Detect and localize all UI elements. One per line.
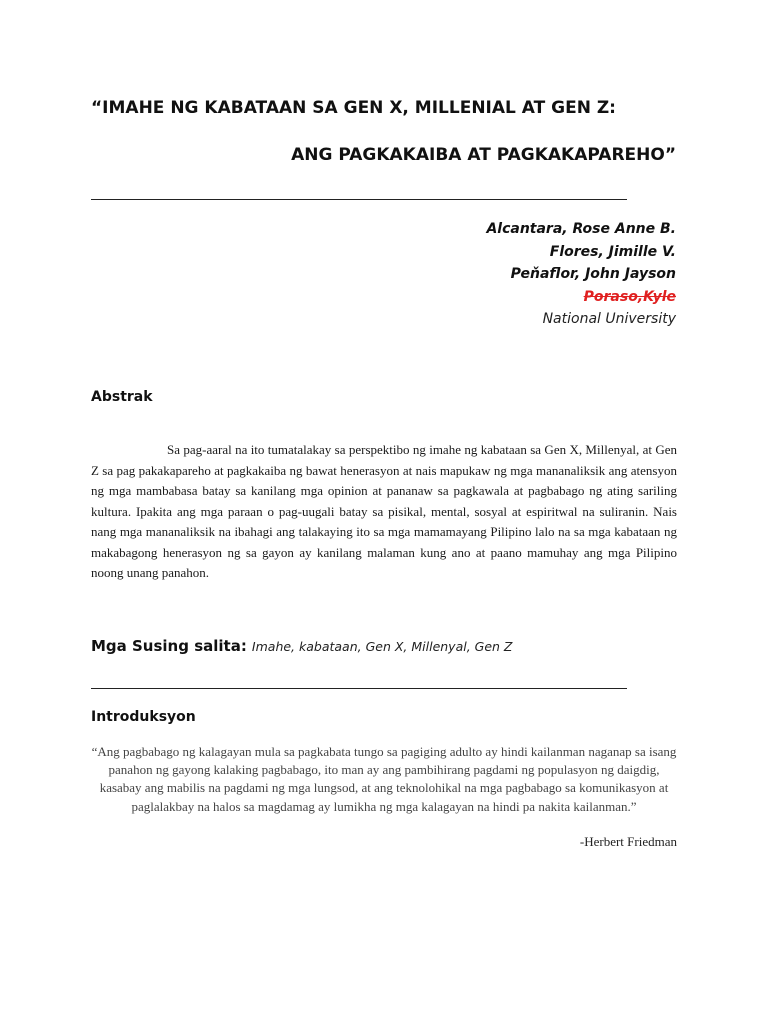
keywords-list: Imahe, kabataan, Gen X, Millenyal, Gen Z <box>251 639 513 654</box>
introduction-heading: Introduksyon <box>91 709 196 725</box>
abstract-text: Sa pag-aaral na ito tumatalakay sa perspektibo ng imahe ng kabataan sa Gen X, Millenyal, at Gen Z sa pag pakakapareho at pagkakaiba ng bawat henerasyon at nais mapukaw ng mga mananaliksik ang atensyon ng mga mambabasa batay sa kanilang mga opinion at pananaw sa pagkawala at pagbabago ng ating sariling kultura. Ipakita ang mga paraan o pag-uugali batay sa pisikal, mental, sosyal at espiritwal na suliranin. Nais nang mga mananaliksik na ibahagi ang talakaying ito sa mga mamamayang Pilipino lalo na sa mga kabataan ng makabagong henerasyon ng sa gayon ay kanilang malaman kung ano at paano mamuhay ang mga Pilipino noong unang panahon. <box>91 442 677 580</box>
epigraph-quote: “Ang pagbabago ng kalagayan mula sa pagkabata tungo sa pagiging adulto ay hindi kailanman naganap sa isang panahon ng gayong kalaking pagbabago, ito man ay ang pambihirang pagdami ng populasyon ng daigdig, kasabay ang mabilis na pagdami ng mga lungsod, at ang teknolohikal na mga pagbabago sa komunikasyon at paglalakbay na halos sa magdamag ay lumikha ng mga kalagayan na hindi pa nakita kailanman.” <box>91 744 677 814</box>
paper-title-line-2: ANG PAGKAKAIBA AT PAGKAKAPAREHO” <box>291 145 676 165</box>
paper-title-line-1: “IMAHE NG KABATAAN SA GEN X, MILLENIAL AT GEN Z: <box>91 98 616 118</box>
abstract-paragraph <box>91 440 677 584</box>
quote-attribution: -Herbert Friedman <box>579 834 677 849</box>
abstract-heading: Abstrak <box>91 389 153 405</box>
affiliation: National University <box>542 311 676 327</box>
horizontal-rule <box>91 688 627 689</box>
struck-author-name: Poraso,Kyle <box>583 288 676 305</box>
author-name: Alcantara, Rose Anne B. <box>486 221 676 237</box>
keywords-label: Mga Susing salita: <box>91 637 247 655</box>
horizontal-rule <box>91 199 627 200</box>
author-name: Flores, Jimille V. <box>549 243 676 260</box>
keywords-line <box>91 636 513 655</box>
author-name: Peňaflor, John Jayson <box>510 266 676 282</box>
author-block <box>486 218 676 331</box>
